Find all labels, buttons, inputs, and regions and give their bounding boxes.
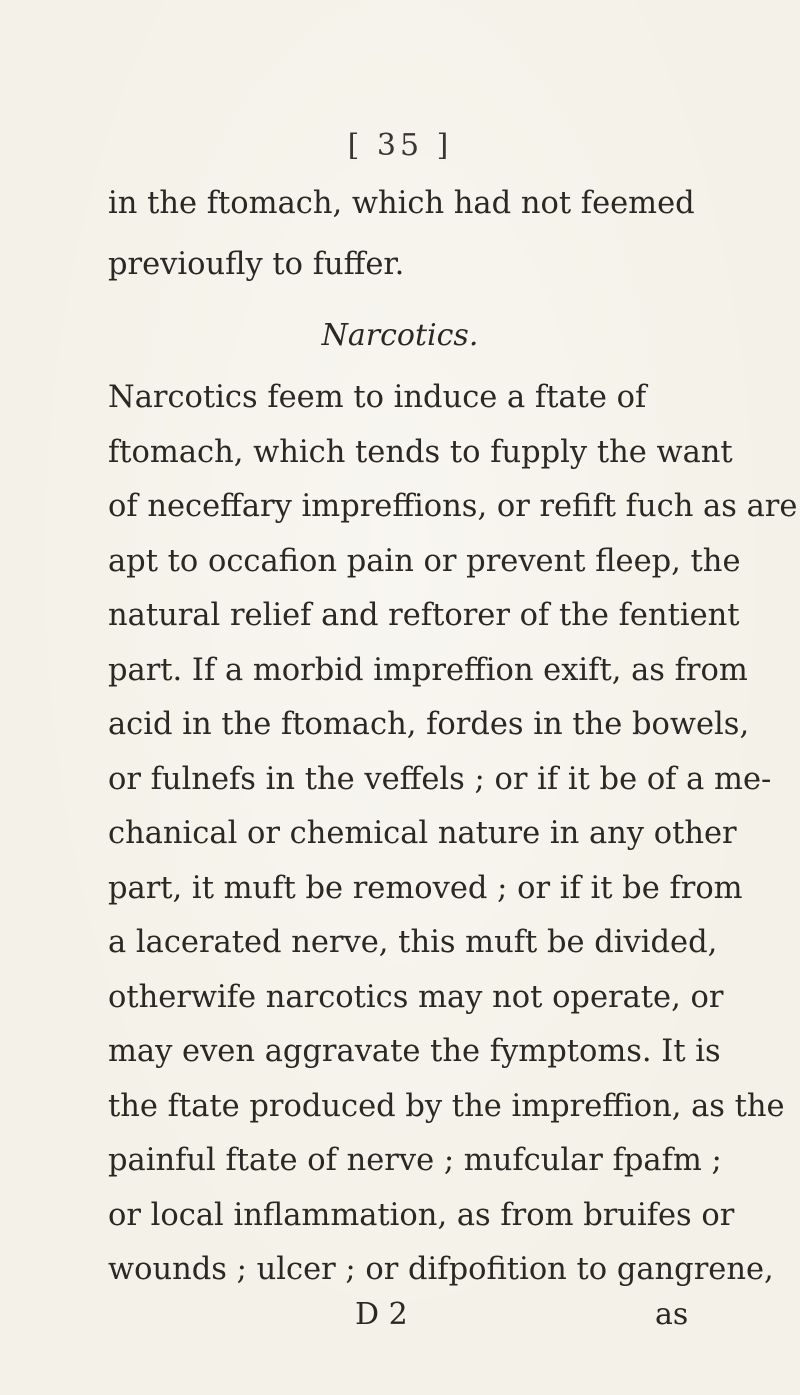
body-line: chanical or chemical nature in any other	[108, 816, 737, 851]
intro-line: in the ftomach, which had not feemed	[108, 186, 695, 221]
body-line: ftomach, which tends to fupply the want	[108, 434, 733, 470]
intro-line: previoufly to fuffer.	[108, 247, 405, 282]
body-line: the ftate produced by the impreffion, as the	[108, 1088, 785, 1124]
body-line: or fulnefs in the veffels ; or if it be of a me-	[108, 761, 772, 797]
signature-mark: D 2	[355, 1296, 408, 1332]
catchword: as	[655, 1296, 689, 1332]
body-line: painful ftate of nerve ; mufcular fpafm ;	[108, 1143, 722, 1178]
body-line: otherwife narcotics may not operate, or	[108, 979, 724, 1015]
body-line: may even aggravate the fymptoms. It is	[108, 1034, 721, 1069]
body-line: Narcotics feem to induce a ftate of	[108, 380, 647, 415]
body-line: part. If a morbid impreffion exift, as from	[108, 652, 748, 688]
body-line: of neceffary impreffions, or refift fuch as are	[108, 489, 798, 524]
body-line: apt to occafion pain or prevent fleep, the	[108, 543, 741, 579]
body-line: a lacerated nerve, this muft be divided,	[108, 925, 718, 960]
body-line: acid in the ftomach, fordes in the bowels,	[108, 707, 750, 742]
body-line: natural relief and reftorer of the fentient	[108, 598, 740, 633]
page-number: [ 35 ]	[347, 128, 453, 163]
body-line: or local inflammation, as from bruifes or	[108, 1197, 735, 1233]
body-line: part, it muft be removed ; or if it be from	[108, 870, 743, 906]
section-heading: Narcotics.	[321, 318, 479, 353]
body-line: wounds ; ulcer ; or difpofition to gangrene,	[108, 1252, 774, 1287]
